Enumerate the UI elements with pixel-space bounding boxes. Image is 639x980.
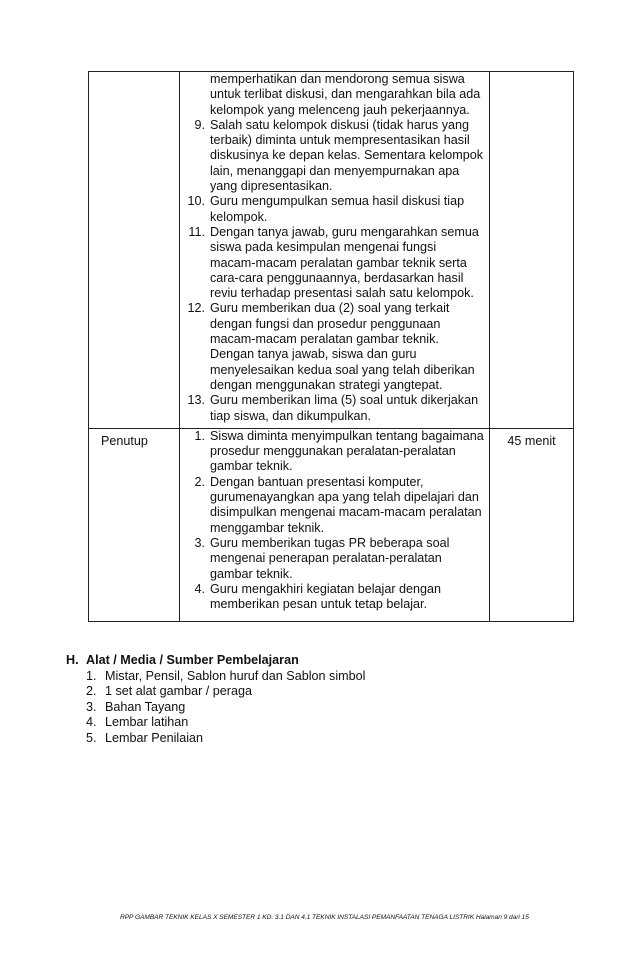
step-number: 2. bbox=[194, 474, 205, 489]
phase-label bbox=[89, 72, 179, 77]
step-text: Dengan tanya jawab, guru mengarahkan semua siswa pada kesimpulan mengenai fungsi macam-macam peralatan gambar teknik serta cara-cara penggunaannya, berdasarkan hasil reviu terhadap presentasi salah satu kelompok. bbox=[210, 224, 479, 301]
list-item bbox=[180, 72, 484, 118]
section-letter: H. bbox=[66, 653, 79, 667]
media-section bbox=[66, 652, 546, 746]
list-item bbox=[180, 194, 484, 225]
list-item bbox=[86, 715, 546, 730]
duration-cell bbox=[490, 428, 574, 622]
steps-cell bbox=[180, 72, 490, 429]
phase-cell bbox=[89, 72, 180, 429]
lesson-activity-table bbox=[88, 71, 574, 622]
phase-label: Penutup bbox=[101, 433, 148, 448]
item-text: 1 set alat gambar / peraga bbox=[105, 684, 253, 699]
steps-cell bbox=[180, 428, 490, 622]
item-number: 3. bbox=[86, 699, 97, 714]
item-text: Bahan Tayang bbox=[105, 699, 186, 714]
item-text: Lembar Penilaian bbox=[105, 730, 204, 745]
step-list bbox=[180, 72, 489, 428]
step-number: 3. bbox=[194, 535, 205, 550]
step-number: 4. bbox=[194, 581, 205, 596]
step-number: 10. bbox=[187, 194, 205, 209]
item-number: 5. bbox=[86, 730, 97, 745]
item-number: 4. bbox=[86, 715, 97, 730]
step-text: Siswa diminta menyimpulkan tentang bagaimana prosedur menggunakan peralatan-peralatan gambar teknik. bbox=[210, 428, 484, 474]
list-item bbox=[86, 731, 546, 746]
step-text: Guru memberikan lima (5) soal untuk dikerjakan tiap siswa, dan dikumpulkan. bbox=[210, 393, 479, 423]
section-title: Alat / Media / Sumber Pembelajaran bbox=[86, 653, 299, 667]
step-text: Guru memberikan tugas PR beberapa soal mengenai penerapan peralatan-peralatan gambar teknik. bbox=[210, 535, 450, 581]
list-item bbox=[180, 582, 484, 613]
item-number: 2. bbox=[86, 684, 97, 699]
section-heading bbox=[66, 652, 546, 669]
table-row bbox=[89, 72, 574, 429]
page-footer: RPP GAMBAR TEKNIK KELAS X SEMESTER 1 KD. 3.1 DAN 4.1 TEKNIK INSTALASI PEMANFAATAN TENAGA LISTRIK Halaman 9 dari 15 bbox=[120, 914, 529, 921]
list-item bbox=[180, 393, 484, 424]
item-text: Mistar, Pensil, Sablon huruf dan Sablon simbol bbox=[105, 669, 366, 683]
list-item bbox=[86, 684, 546, 699]
step-text: Dengan bantuan presentasi komputer, gurumenayangkan apa yang telah dipelajari dan disimpulkan mengenai macam-macam peralatan menggambar teknik. bbox=[210, 474, 482, 535]
step-text: Salah satu kelompok diskusi (tidak harus yang terbaik) diminta untuk mempresentasikan hasil diskusinya ke depan kelas. Sementara kelompok lain, menanggapi dan menyempurnakan apa yang dipresentasikan. bbox=[210, 117, 484, 194]
duration-label bbox=[490, 72, 573, 77]
phase-cell bbox=[89, 428, 180, 622]
list-item bbox=[180, 429, 484, 475]
step-number: 9. bbox=[194, 117, 205, 132]
list-item bbox=[86, 669, 546, 684]
list-item bbox=[86, 700, 546, 715]
step-text: memperhatikan dan mendorong semua siswa untuk terlibat diskusi, dan mengarahkan bila ada kelompok yang melenceng jauh pekerjaannya. bbox=[210, 72, 481, 117]
list-item bbox=[180, 475, 484, 536]
step-text: Guru memberikan dua (2) soal yang terkait dengan fungsi dan prosedur penggunaan macam-macam peralatan gambar teknik. Dengan tanya jawab, siswa dan guru menyelesaikan kedua soal yang telah diberikan dengan menggunakan strategi yangtepat. bbox=[210, 301, 475, 392]
step-text: Guru mengakhiri kegiatan belajar dengan memberikan pesan untuk tetap belajar. bbox=[210, 581, 442, 612]
item-number: 1. bbox=[86, 669, 97, 683]
duration-label: 45 menit bbox=[507, 433, 556, 448]
list-item bbox=[180, 536, 484, 582]
step-number: 12. bbox=[187, 301, 205, 316]
duration-cell bbox=[490, 72, 574, 429]
list-item bbox=[180, 118, 484, 194]
step-text: Guru mengumpulkan semua hasil diskusi tiap kelompok. bbox=[210, 194, 465, 224]
list-item bbox=[180, 225, 484, 301]
step-number: 13. bbox=[187, 393, 205, 408]
step-list bbox=[180, 429, 489, 622]
list-item bbox=[180, 301, 484, 393]
step-number: 1. bbox=[194, 428, 205, 443]
table-row bbox=[89, 428, 574, 622]
item-text: Lembar latihan bbox=[105, 715, 189, 730]
step-number: 11. bbox=[188, 224, 205, 239]
media-list bbox=[66, 669, 546, 746]
